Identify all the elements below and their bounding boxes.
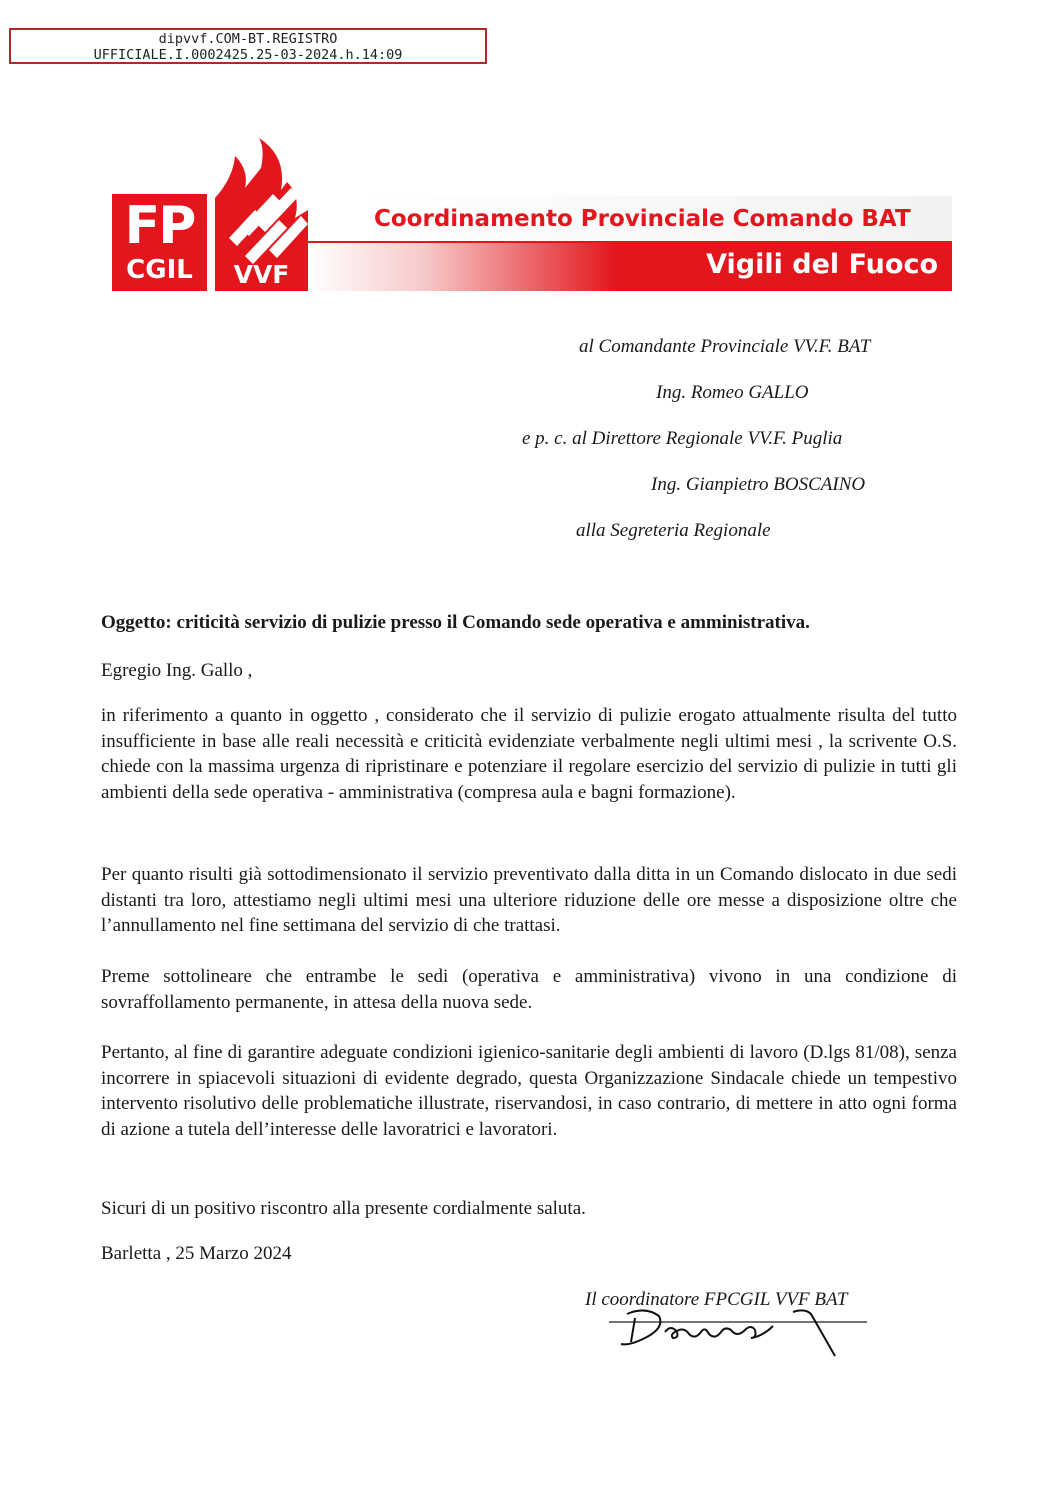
letterhead-title-band <box>308 196 952 242</box>
addressee-line: Ing. Gianpietro BOSCAINO <box>651 474 866 495</box>
signer-title: Il coordinatore FPCGIL VVF BAT <box>585 1289 848 1310</box>
letterhead-title: Coordinamento Provinciale Comando BAT <box>374 206 911 232</box>
body-paragraph: Pertanto, al fine di garantire adeguate condizioni igienico-sanitarie degli ambienti di lavoro (D.lgs 81/08), senza incorrere in spiacevoli situazioni di evidente degrado, questa Organizzazione Sindacale chiede un tempestivo intervento risolutivo delle problematiche illustrate, riservandosi, in caso contrario, di mettere in atto ogni forma di azione a tutela dell’interesse delle lavoratrici e lavoratori. <box>101 1042 957 1140</box>
body-paragraph: Per quanto risulti già sottodimensionato il servizio preventivato dalla ditta in un Comando dislocato in due sedi distanti tra loro, attestiamo negli ultimi mesi una ulteriore riduzione delle ore messe a disposizione oltre che l’annullamento nel fine settimana del servizio di che trattasi. <box>101 864 957 937</box>
addressee-line: alla Segreteria Regionale <box>576 520 771 541</box>
addressee-line: al Comandante Provinciale VV.F. BAT <box>579 336 871 357</box>
place-date: Barletta , 25 Marzo 2024 <box>101 1243 292 1264</box>
logo-vvf-text: VVF <box>233 260 290 289</box>
fp-cgil-logo <box>112 194 207 291</box>
addressee-line: Ing. Romeo GALLO <box>656 382 809 403</box>
letterhead-subtitle: Vigili del Fuoco <box>706 249 938 280</box>
letterhead <box>112 138 952 293</box>
letterhead-subtitle-band <box>308 243 952 291</box>
body-paragraph: in riferimento a quanto in oggetto , considerato che il servizio di pulizie erogato attualmente risulta del tutto insufficiente in base alle reali necessità e criticità evidenziate verbalmente negli ultimi mesi , la scrivente O.S. chiede con la massima urgenza di ripristinare e potenziare il regolare esercizio del servizio di pulizie in tutti gli ambienti della sede operativa - amministrativa (compresa aula e bagni formazione). <box>101 705 957 803</box>
body-paragraph: Preme sottolineare che entrambe le sedi (operativa e amministrativa) vivono in una condizione di sovraffollamento permanente, in attesa della nuova sede. <box>101 966 957 1013</box>
logo-cgil-text: CGIL <box>126 255 193 285</box>
logo-fp-text: FP <box>124 196 195 256</box>
protocol-stamp-line1: dipvvf.COM-BT.REGISTRO <box>158 31 338 47</box>
protocol-stamp <box>9 28 487 64</box>
closing-line: Sicuri di un positivo riscontro alla presente cordialmente saluta. <box>101 1198 586 1219</box>
letter-subject: Oggetto: criticità servizio di pulizie presso il Comando sede operativa e amministrativa. <box>101 612 810 633</box>
addressee-line: e p. c. al Direttore Regionale VV.F. Puglia <box>522 428 843 449</box>
handwritten-signature <box>605 1308 875 1358</box>
salutation: Egregio Ing. Gallo , <box>101 660 253 681</box>
vvf-flame-logo <box>215 138 308 291</box>
protocol-stamp-line2: UFFICIALE.I.0002425.25-03-2024.h.14:09 <box>93 47 403 63</box>
